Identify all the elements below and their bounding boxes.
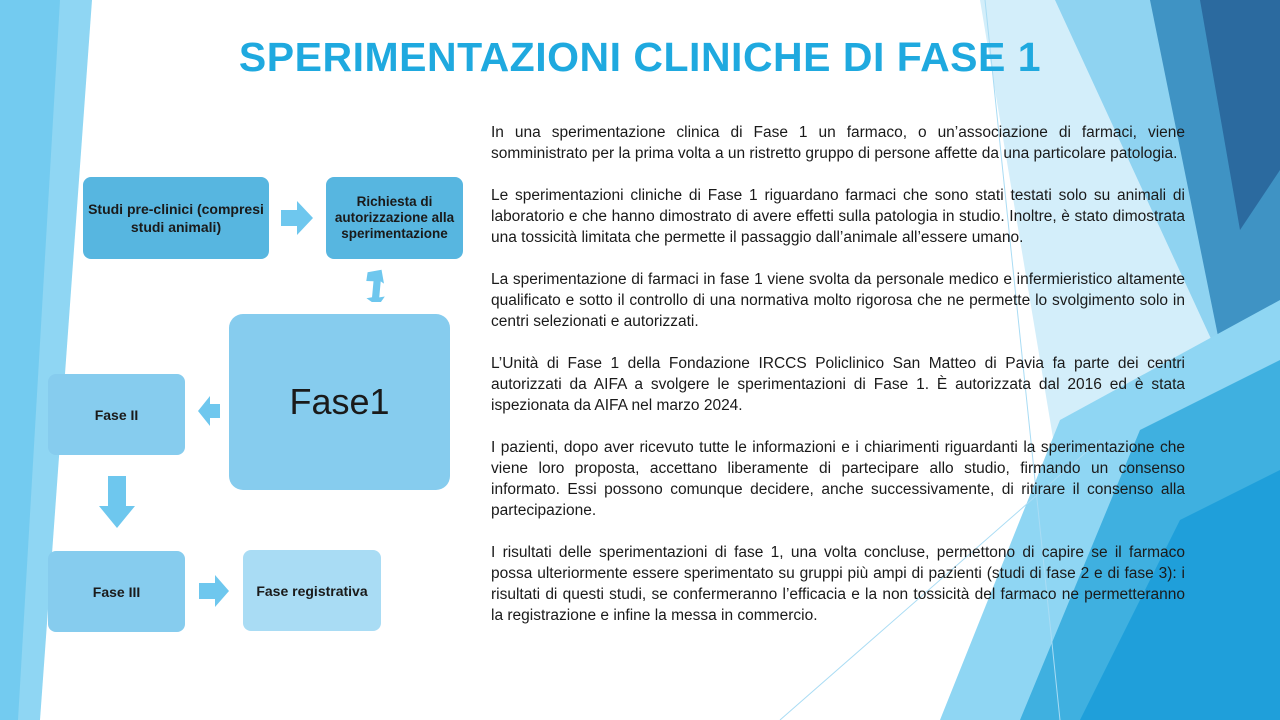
box-registration-phase-label: Fase registrativa	[256, 582, 368, 599]
box-phase-3-label: Fase III	[92, 583, 141, 600]
arrow-right-to-registration	[199, 575, 229, 607]
box-authorization-request	[326, 177, 463, 259]
paragraph-staff: La sperimentazione di farmaci in fase 1 viene svolta da personale medico e infermieristico altamente qualificato e sotto il controllo di una normativa molto rigorosa che ne permette lo svolgimento solo in centri selezionati e autorizzati.	[491, 271, 1185, 330]
description-text	[491, 122, 1185, 647]
arrow-down-to-phase3	[99, 476, 135, 528]
arrow-down-to-phase1	[356, 266, 392, 302]
box-preclinical-studies	[83, 177, 269, 259]
box-phase-3	[48, 551, 185, 632]
box-phase-2-label: Fase II	[94, 406, 139, 423]
paragraph-unit: L’Unità di Fase 1 della Fondazione IRCCS Policlinico San Matteo di Pavia fa parte dei centri autorizzati da AIFA a svolgere le sperimentazioni di Fase 1. È autorizzata dal 2016 ed è stata ispezionata da AIFA nel marzo 2024.	[491, 355, 1185, 414]
arrow-right-to-request	[281, 201, 313, 235]
box-phase-1	[229, 314, 450, 490]
box-registration-phase	[243, 550, 381, 631]
page-title: SPERIMENTAZIONI CLINICHE DI FASE 1	[238, 34, 1042, 80]
box-phase-1-label: Fase1	[289, 381, 390, 422]
paragraph-drugs-tested: Le sperimentazioni cliniche di Fase 1 riguardano farmaci che sono stati testati solo su animali di laboratorio e che hanno dimostrato di avere effetti sulla patologia in studio. Inoltre, è stato dimostrata una tossicità limitata che permette il passaggio dall’animale all’essere umano.	[491, 187, 1185, 246]
paragraph-results: I risultati delle sperimentazioni di fase 1, una volta concluse, permettono di capire se il farmaco possa ulteriormente essere sperimentato su gruppi più ampi di pazienti (studi di fase 2 e di fase 3): i risultati di questi studi, se confermeranno l’efficacia e la non tossicità del farmaco ne permetteranno la registrazione e infine la messa in commercio.	[491, 544, 1185, 624]
box-authorization-request-label: Richiesta di autorizzazione alla sperimentazione	[334, 194, 455, 241]
box-phase-2	[48, 374, 185, 455]
paragraph-intro: In una sperimentazione clinica di Fase 1 un farmaco, o un’associazione di farmaci, viene somministrato per la prima volta a un ristretto gruppo di persone affette da una particolare patologia.	[491, 124, 1185, 162]
paragraph-patients: I pazienti, dopo aver ricevuto tutte le informazioni e i chiarimenti riguardanti la sperimentazione che viene loro proposta, accettano liberamente di partecipare allo studio, firmando un consenso informato. Essi possono comunque decidere, anche successivamente, di ritirare il consenso alla partecipazione.	[491, 439, 1185, 519]
arrow-left-to-phase2	[198, 396, 220, 426]
box-preclinical-studies-label: Studi pre-clinici (compresi studi animali)	[88, 201, 264, 235]
